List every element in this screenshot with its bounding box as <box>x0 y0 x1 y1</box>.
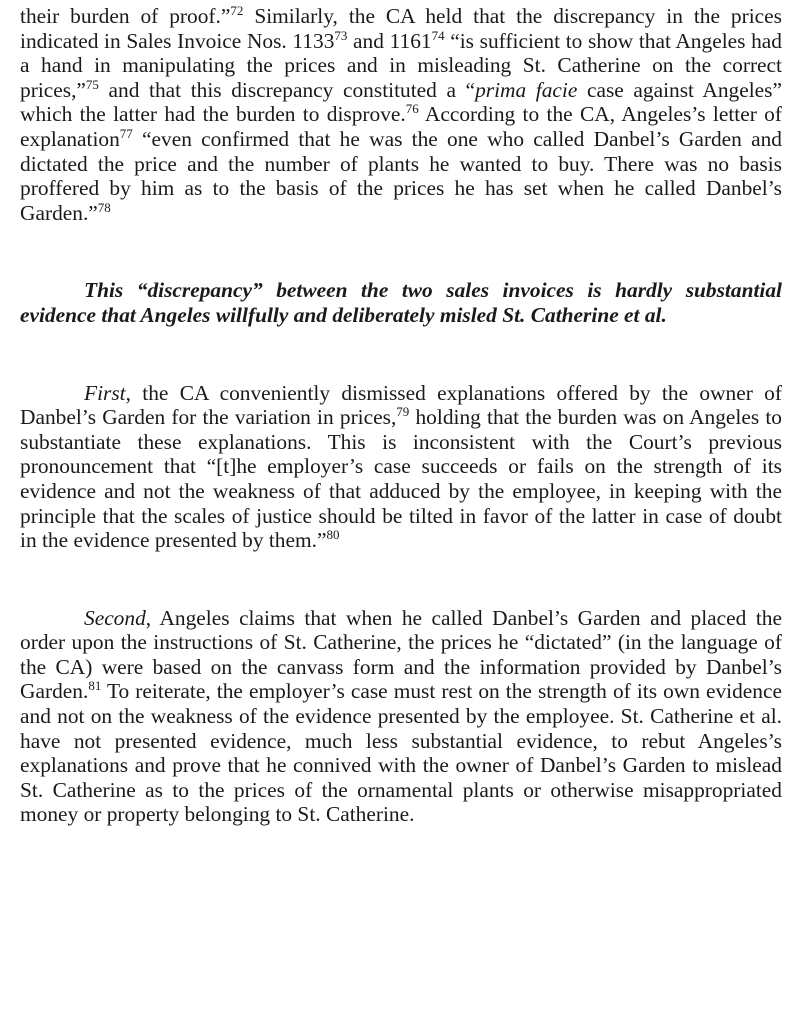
text-run: holding that the burden was on Angeles to substantiate these explanations. This is inconsistent with the Court’s previous pronouncement that “[t]he employer’s case succeeds or fails on the strength of its evidence and not the weakness of that adduced by the employee, in keeping with the principle that the scales of justice should be tilted in favor of the latter in case of doubt in the evidence presented by them.” <box>20 405 782 553</box>
text-run: and that this discrepancy constituted a “ <box>98 77 476 102</box>
footnote-ref: 79 <box>396 404 410 420</box>
text-run: Similarly, the CA held that the discrepancy in the prices indicated in Sales Invoice Nos. 1133 <box>20 4 782 53</box>
text-run: “is sufficient to show that Angeles had a hand in manipulating the prices and in misleading St. Catherine on the correct prices,” <box>20 28 782 102</box>
text-run: “even confirmed that he was the one who called Danbel’s Garden and dictated the price and the number of plants he wanted to buy. There was no basis proffered by him as to the basis of the prices he has set when he called Danbel’s Garden.” <box>20 126 782 225</box>
paragraph-first <box>20 381 782 553</box>
footnote-ref: 77 <box>119 125 133 141</box>
text-run: To reiterate, the employer’s case must rest on the strength of its own evidence and not on the weakness of the evidence presented by the employee. St. Catherine et al. have not presented evidence, much less substantial evidence, to rebut Angeles’s explanations and prove that he connived with the owner of Danbel’s Garden to mislead St. Catherine as to the prices of the ornamental plants or otherwise misappropriated money or property belonging to St. Catherine. <box>20 679 782 827</box>
paragraph-continuation <box>20 4 782 225</box>
section-heading <box>20 278 782 327</box>
footnote-ref: 72 <box>230 3 244 18</box>
footnote-ref: 76 <box>405 101 419 117</box>
footnote-ref: 73 <box>334 27 348 43</box>
italic-text: First <box>84 380 126 405</box>
footnote-ref: 80 <box>326 527 340 543</box>
text-run: their burden of proof.” <box>20 4 231 28</box>
footnote-ref: 74 <box>431 27 445 43</box>
text-run: and 1161 <box>347 28 432 53</box>
italic-text: Second <box>84 605 146 630</box>
text-run: case against Angeles” which the latter had the burden to disprove. <box>20 77 782 127</box>
text-run: According to the CA, Angeles’s letter of explanation <box>20 102 782 151</box>
italic-text: prima facie <box>475 77 578 102</box>
text-run: , the CA conveniently dismissed explanations offered by the owner of Danbel’s Garden for the variation in prices, <box>20 380 782 430</box>
text-run: , Angeles claims that when he called Danbel’s Garden and placed the order upon the instructions of St. Catherine, the prices he “dictated” (in the language of the CA) were based on the canvass form and the information provided by Danbel’s Garden. <box>20 605 782 704</box>
footnote-ref: 78 <box>97 199 111 215</box>
document-page <box>20 4 782 827</box>
paragraph-second <box>20 606 782 827</box>
footnote-ref: 81 <box>88 678 102 694</box>
footnote-ref: 75 <box>85 76 99 92</box>
text-run: This “discrepancy” between the two sales invoices is hardly substantial evidence that Angeles willfully and deliberately misled St. Catherine et al. <box>20 278 782 327</box>
